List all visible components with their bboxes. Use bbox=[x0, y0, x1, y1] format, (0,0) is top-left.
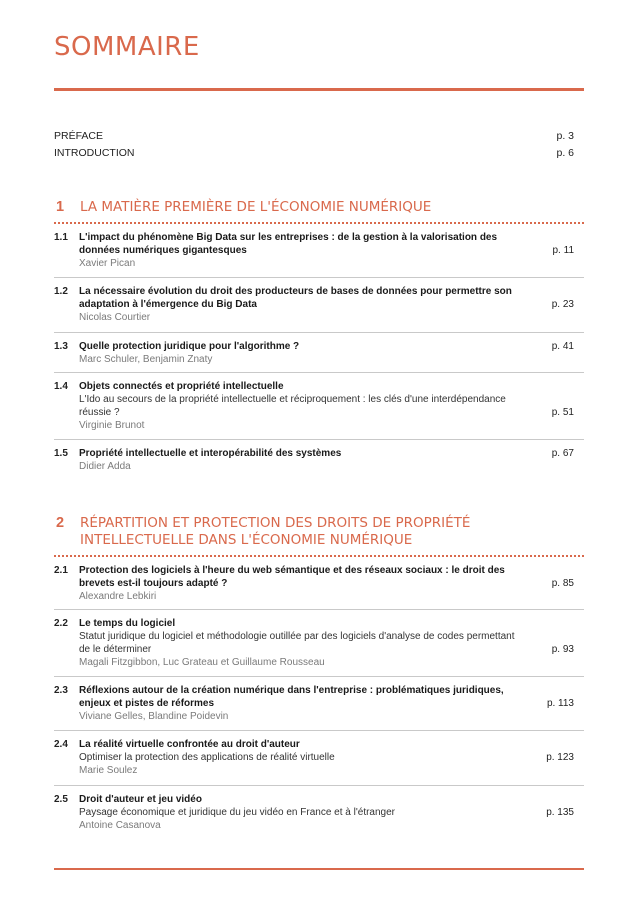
entry-number: 1.4 bbox=[54, 381, 68, 392]
entry-title: Réflexions autour de la création numérique dans l'entreprise : problématiques juridiques, enjeux et pistes de réformes bbox=[79, 685, 504, 709]
front-page: p. 6 bbox=[556, 147, 574, 159]
entry-title: Le temps du logiciel bbox=[79, 618, 176, 629]
entry-page: p. 113 bbox=[546, 698, 574, 709]
entry-divider bbox=[54, 676, 584, 677]
entry-page: p. 67 bbox=[551, 448, 574, 459]
chapter-title: RÉPARTITION ET PROTECTION DES DROITS DE PROPRIÉTÉ INTELLECTUELLE DANS L'ÉCONOMIE NUMÉRIQUE bbox=[80, 515, 471, 548]
chapter-divider bbox=[54, 222, 584, 224]
entry-number: 1.2 bbox=[54, 286, 68, 297]
entry-author: Antoine Casanova bbox=[79, 820, 161, 831]
entry-author: Alexandre Lebkiri bbox=[79, 591, 157, 602]
entry-title: Objets connectés et propriété intellectuelle bbox=[79, 381, 284, 392]
entry-author: Magali Fitzgibbon, Luc Grateau et Guillaume Rousseau bbox=[79, 657, 325, 668]
front-label: INTRODUCTION bbox=[54, 147, 135, 159]
entry-author: Marc Schuler, Benjamin Znaty bbox=[79, 354, 213, 365]
front-label: PRÉFACE bbox=[54, 130, 104, 142]
entry-divider bbox=[54, 372, 584, 373]
entry-number: 2.2 bbox=[54, 618, 68, 629]
entry-page: p. 51 bbox=[551, 407, 574, 418]
entry-page: p. 11 bbox=[552, 245, 574, 256]
title-rule bbox=[54, 88, 584, 91]
entry-divider bbox=[54, 439, 584, 440]
front-page: p. 3 bbox=[556, 130, 574, 142]
entry-subtitle: L'Ido au secours de la propriété intellectuelle et réciproquement : les clés d'une interdépendance réussie ? bbox=[79, 394, 506, 418]
entry-divider bbox=[54, 332, 584, 333]
entry-title: Propriété intellectuelle et interopérabilité des systèmes bbox=[79, 448, 342, 459]
chapter-title: LA MATIÈRE PREMIÈRE DE L'ÉCONOMIE NUMÉRIQUE bbox=[80, 199, 432, 215]
chapter-number: 2 bbox=[56, 515, 65, 531]
page-title: SOMMAIRE bbox=[54, 32, 200, 62]
entry-number: 1.5 bbox=[54, 448, 68, 459]
entry-number: 2.5 bbox=[54, 794, 68, 805]
entry-subtitle: Statut juridique du logiciel et méthodologie outillée par des logiciels d'analyse de codes permettant de le déterminer bbox=[79, 631, 515, 655]
footer-rule bbox=[54, 868, 584, 870]
entry-title: Protection des logiciels à l'heure du web sémantique et des réseaux sociaux : le droit des brevets est-il toujours adapté ? bbox=[79, 565, 505, 589]
entry-divider bbox=[54, 730, 584, 731]
entry-author: Nicolas Courtier bbox=[79, 312, 151, 323]
entry-author: Didier Adda bbox=[79, 461, 131, 472]
entry-number: 2.4 bbox=[54, 739, 68, 750]
entry-title: La nécessaire évolution du droit des producteurs de bases de données pour permettre son adaptation à l'émergence du Big Data bbox=[79, 286, 512, 310]
entry-title: L'impact du phénomène Big Data sur les entreprises : de la gestion à la valorisation des données numériques gigantesques bbox=[79, 232, 498, 256]
entry-subtitle: Paysage économique et juridique du jeu vidéo en France et à l'étranger bbox=[79, 807, 396, 818]
entry-author: Viviane Gelles, Blandine Poidevin bbox=[79, 711, 229, 722]
entry-page: p. 85 bbox=[551, 578, 574, 589]
entry-number: 1.1 bbox=[54, 232, 68, 243]
entry-page: p. 41 bbox=[551, 341, 574, 352]
entry-title: La réalité virtuelle confrontée au droit d'auteur bbox=[79, 739, 300, 750]
entry-divider bbox=[54, 277, 584, 278]
entry-title: Quelle protection juridique pour l'algorithme ? bbox=[79, 341, 300, 352]
front-item-preface[interactable] bbox=[54, 130, 584, 142]
entry-author: Virginie Brunot bbox=[79, 420, 145, 431]
entry-title: Droit d'auteur et jeu vidéo bbox=[79, 794, 202, 805]
entry-page: p. 135 bbox=[546, 807, 574, 818]
entry-page: p. 93 bbox=[551, 644, 574, 655]
entry-number: 2.3 bbox=[54, 685, 68, 696]
entry-author: Xavier Pican bbox=[79, 258, 136, 269]
entry-page: p. 123 bbox=[546, 752, 574, 763]
entry-number: 1.3 bbox=[54, 341, 68, 352]
front-item-introduction[interactable] bbox=[54, 147, 584, 159]
chapter-number: 1 bbox=[56, 199, 65, 215]
entry-subtitle: Optimiser la protection des applications de réalité virtuelle bbox=[79, 752, 335, 763]
entry-number: 2.1 bbox=[54, 565, 68, 576]
entry-author: Marie Soulez bbox=[79, 765, 138, 776]
entry-page: p. 23 bbox=[551, 299, 574, 310]
entry-divider bbox=[54, 785, 584, 786]
entry-divider bbox=[54, 609, 584, 610]
chapter-divider bbox=[54, 555, 584, 557]
